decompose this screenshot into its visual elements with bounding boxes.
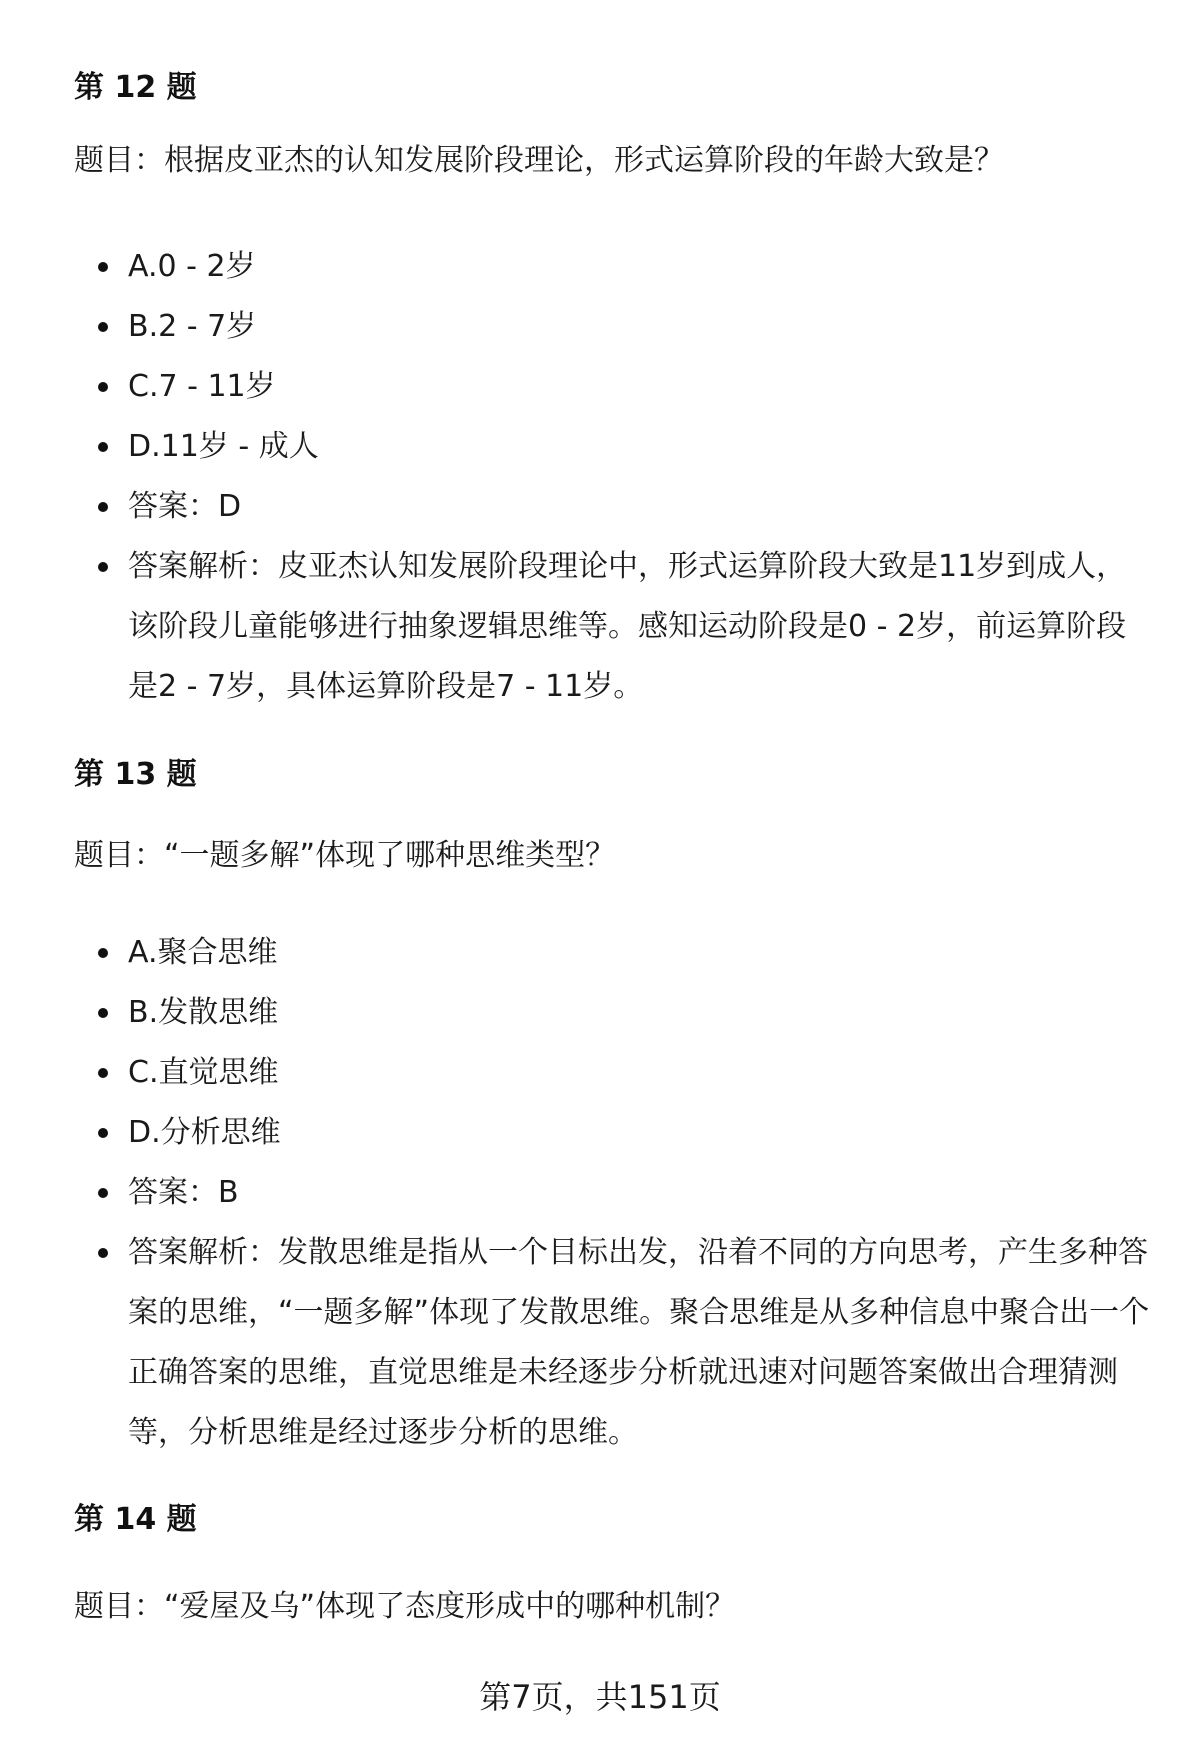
option-item bbox=[74, 1113, 1154, 1153]
option-item bbox=[74, 933, 1154, 973]
option-text: A.聚合思维 bbox=[128, 935, 278, 970]
option-item bbox=[74, 427, 1154, 467]
question-heading: 第 12 题 bbox=[74, 70, 197, 105]
explanation-text: 答案解析：皮亚杰认知发展阶段理论中，形式运算阶段大致是11岁到成人，该阶段儿童能够进行抽象逻辑思维等。感知运动阶段是0 - 2岁，前运算阶段是2 - 7岁，具体运算阶段是7 - 11岁。 bbox=[128, 549, 1127, 704]
answer-item bbox=[74, 1173, 1154, 1213]
bullet-icon bbox=[98, 1248, 108, 1258]
option-item bbox=[74, 367, 1154, 407]
option-item bbox=[74, 307, 1154, 347]
option-list bbox=[74, 247, 1154, 717]
bullet-icon bbox=[98, 1008, 108, 1018]
bullet-icon bbox=[98, 322, 108, 332]
page-indicator: 第7页，共151页 bbox=[479, 1678, 721, 1716]
option-list bbox=[74, 933, 1154, 1463]
bullet-icon bbox=[98, 1068, 108, 1078]
option-text: B.发散思维 bbox=[128, 995, 279, 1030]
question-heading: 第 13 题 bbox=[74, 757, 197, 792]
question-prompt: 题目：“一题多解”体现了哪种思维类型？ bbox=[74, 838, 616, 873]
explanation-item bbox=[74, 1223, 1154, 1463]
bullet-icon bbox=[98, 442, 108, 452]
explanation-text: 答案解析：发散思维是指从一个目标出发，沿着不同的方向思考，产生多种答案的思维，“一题多解”体现了发散思维。聚合思维是从多种信息中聚合出一个正确答案的思维，直觉思维是未经逐步分析就迅速对问题答案做出合理猜测等，分析思维是经过逐步分析的思维。 bbox=[128, 1235, 1150, 1450]
option-text: A.0 - 2岁 bbox=[128, 249, 256, 284]
answer-text: 答案：D bbox=[128, 489, 242, 524]
option-item bbox=[74, 993, 1154, 1033]
bullet-icon bbox=[98, 1128, 108, 1138]
answer-item bbox=[74, 487, 1154, 527]
bullet-icon bbox=[98, 262, 108, 272]
option-text: D.分析思维 bbox=[128, 1115, 281, 1150]
bullet-icon bbox=[98, 382, 108, 392]
bullet-icon bbox=[98, 948, 108, 958]
option-text: C.7 - 11岁 bbox=[128, 369, 276, 404]
option-item bbox=[74, 1053, 1154, 1093]
answer-text: 答案：B bbox=[128, 1175, 239, 1210]
bullet-icon bbox=[98, 1188, 108, 1198]
question-prompt: 题目：根据皮亚杰的认知发展阶段理论，形式运算阶段的年龄大致是？ bbox=[74, 143, 1004, 178]
explanation-item bbox=[74, 537, 1154, 717]
bullet-icon bbox=[98, 562, 108, 572]
option-text: B.2 - 7岁 bbox=[128, 309, 257, 344]
option-item bbox=[74, 247, 1154, 287]
option-text: D.11岁 - 成人 bbox=[128, 429, 319, 464]
option-text: C.直觉思维 bbox=[128, 1055, 279, 1090]
question-heading: 第 14 题 bbox=[74, 1502, 197, 1537]
question-prompt: 题目：“爱屋及乌”体现了态度形成中的哪种机制？ bbox=[74, 1589, 736, 1624]
bullet-icon bbox=[98, 502, 108, 512]
